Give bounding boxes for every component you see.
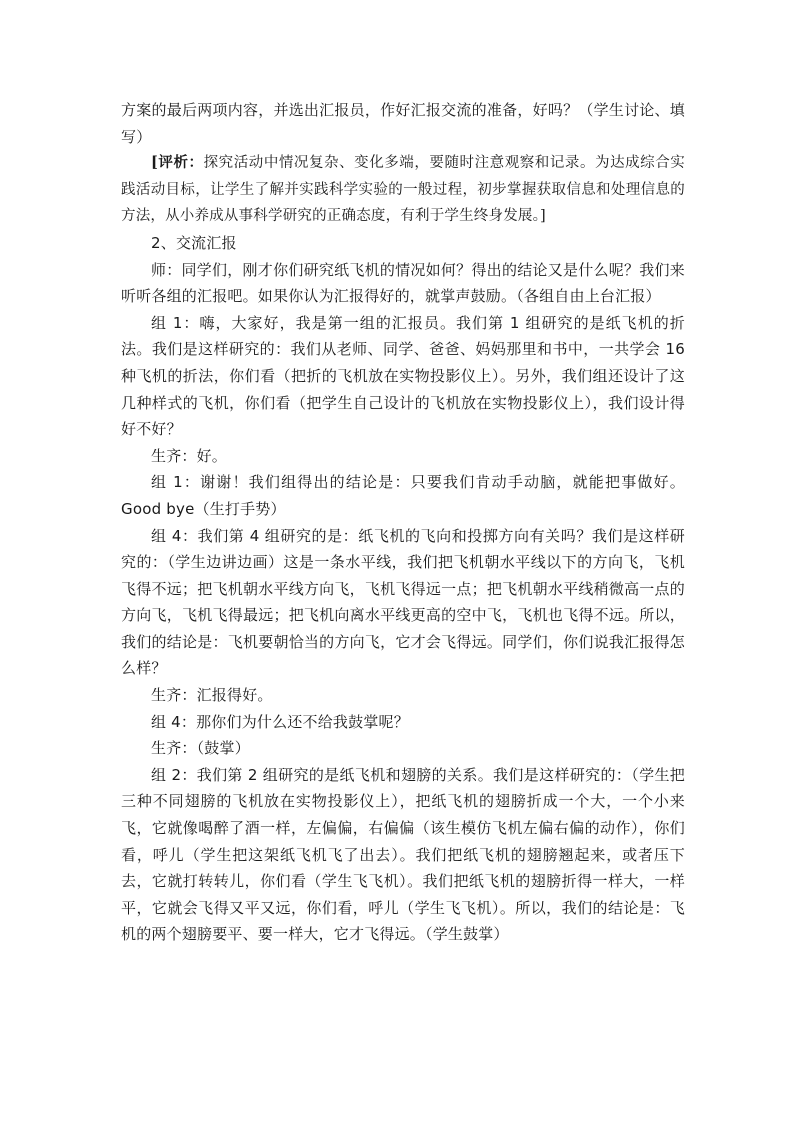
section-heading: 2、交流汇报 xyxy=(151,233,237,252)
dialogue-line: 组 1：嗨，大家好，我是第一组的汇报员。我们第 1 组研究的是纸飞机的折法。我们是这样研究的：我们从老师、同学、爸爸、妈妈那里和书中，一共学会 16 种飞机的折法，你们看（把折的飞机放在实物投影仪上）。另外，我们组还设计了这几种样式的飞机，你们看（把学生自己设计的飞机放在实物投影仪上），我们设计得好不好？ xyxy=(121,313,685,439)
commentary-note xyxy=(121,150,685,230)
dialogue-line: 组 2：我们第 2 组研究的是纸飞机和翅膀的关系。我们是这样研究的：（学生把三种不同翅膀的飞机放在实物投影仪上），把纸飞机的翅膀折成一个大，一个小来飞，它就像喝醉了酒一样，左偏偏，右偏偏（该生模仿飞机左偏右偏的动作），你们看，呼儿（学生把这架纸飞机飞了出去）。我们把纸飞机的翅膀翘起来，或者压下去，它就打转转儿，你们看（学生飞飞机）。我们把纸飞机的翅膀折得一样大，一样平，它就会飞得又平又远，你们看，呼儿（学生飞飞机）。所以，我们的结论是：飞机的两个翅膀要平、要一样大，它才飞得远。（学生鼓掌） xyxy=(121,765,685,944)
dialogue-line: 师：同学们，刚才你们研究纸飞机的情况如何？得出的结论又是什么呢？我们来听听各组的汇报吧。如果你认为汇报得好的，就掌声鼓励。（各组自由上台汇报） xyxy=(121,260,685,306)
commentary-label: [评析： xyxy=(151,154,204,172)
dialogue-line: 组 4：我们第 4 组研究的是：纸飞机的飞向和投掷方向有关吗？我们是这样研究的：（学生边讲边画）这是一条水平线，我们把飞机朝水平线以下的方向飞，飞机飞得不远；把飞机朝水平线方向飞，飞机飞得远一点；把飞机朝水平线稍微高一点的方向飞，飞机飞得最远；把飞机向离水平线更高的空中飞，飞机也飞得不远。所以，我们的结论是：飞机要朝恰当的方向飞，它才会飞得远。同学们，你们说我汇报得怎么样？ xyxy=(121,526,685,678)
dialogue-line: 生齐：汇报得好。 xyxy=(151,686,273,705)
dialogue-line: 组 1：谢谢！我们组得出的结论是：只要我们肯动手动脑，就能把事做好。Good bye（生打手势） xyxy=(121,473,685,518)
paragraph-intro-end: 方案的最后两项内容，并选出汇报员，作好汇报交流的准备，好吗？（学生讨论、填写） xyxy=(121,101,685,146)
dialogue-line: 生齐：（鼓掌） xyxy=(151,739,250,758)
document-body xyxy=(121,97,685,948)
dialogue-line: 生齐：好。 xyxy=(151,446,228,465)
commentary-text: 探究活动中情况复杂、变化多端，要随时注意观察和记录。为达成综合实践活动目标，让学生了解并实践科学实验的一般过程，初步掌握获取信息和处理信息的方法，从小养成从事科学研究的正确态度，有利于学生终身发展。] xyxy=(121,155,685,225)
dialogue-line: 组 4：那你们为什么还不给我鼓掌呢？ xyxy=(151,712,409,731)
